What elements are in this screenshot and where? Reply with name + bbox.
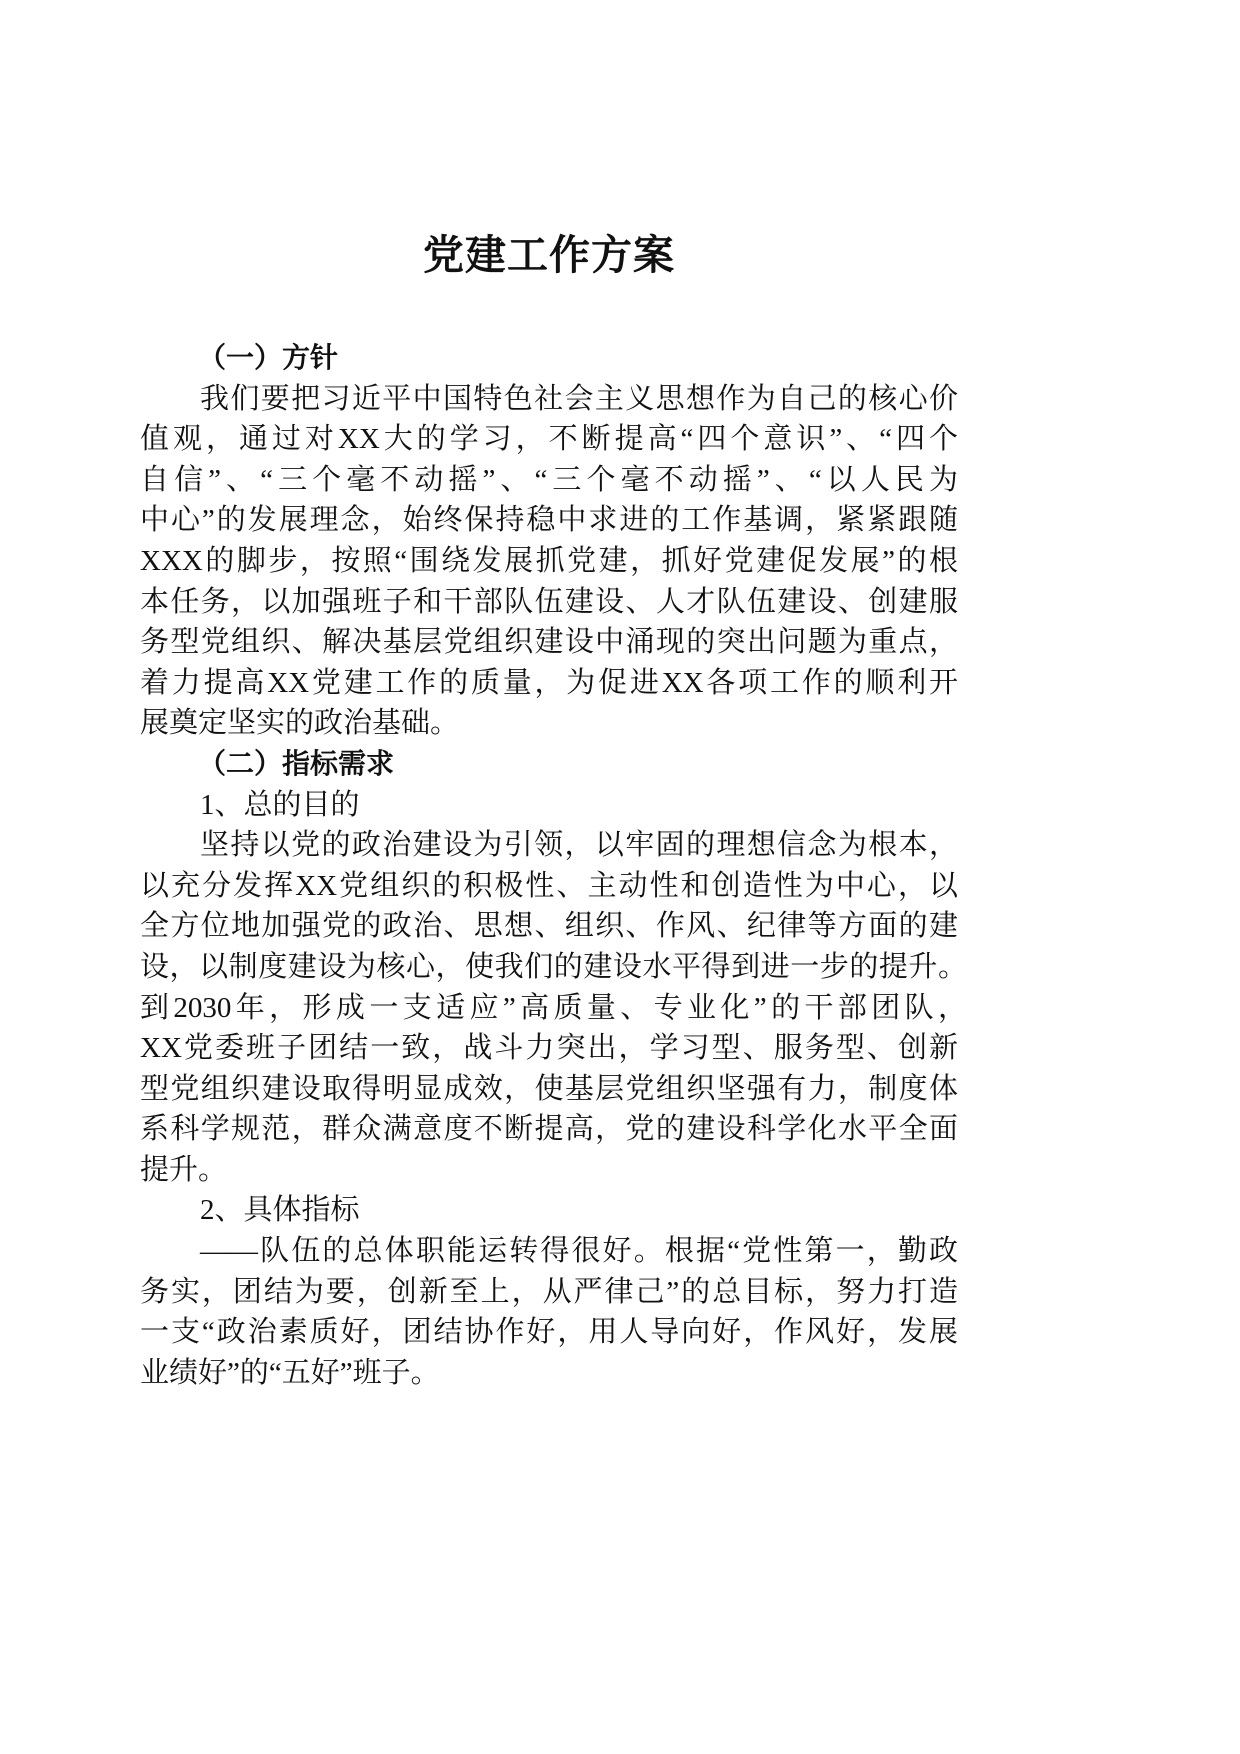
paragraph-line: 我们要把习近平中国特色社会主义思想作为自己的核心价 [200,382,958,415]
section-heading-guideline: （一）方针 [198,341,339,374]
paragraph-specific-indicators [140,1231,958,1393]
paragraph-line: 中心”的发展理念，始终保持稳中求进的工作基调，紧紧跟随 [140,504,958,537]
paragraph-line: XXX的脚步，按照“围绕发展抓党建，抓好党建促发展”的根 [140,544,958,577]
paragraph-line: 业绩好”的“五好”班子。 [140,1356,440,1389]
paragraph-line: 务实，团结为要，创新至上，从严律己”的总目标，努力打造 [140,1275,958,1308]
paragraph-line: 提升。 [140,1153,228,1186]
paragraph-line: 坚持以党的政治建设为引领，以牢固的理想信念为根本， [200,829,958,862]
paragraph-line: 着力提高XX党建工作的质量，为促进XX各项工作的顺利开 [140,666,958,699]
paragraph-line: 型党组织建设取得明显成效，使基层党组织坚强有力，制度体 [140,1072,958,1105]
paragraph-line: ——队伍的总体职能运转得很好。根据“党性第一，勤政 [200,1235,958,1268]
paragraph-line: 一支“政治素质好，团结协作好，用人导向好，作风好，发展 [140,1316,958,1349]
subheading-specific-indicators: 2、具体指标 [200,1194,360,1227]
paragraph-line: 值观，通过对XX大的学习，不断提高“四个意识”、“四个 [140,423,958,456]
paragraph-line: XX党委班子团结一致，战斗力突出，学习型、服务型、创新 [140,1032,958,1065]
section-heading-requirements: （二）指标需求 [198,746,395,780]
paragraph-line: 自信”、“三个毫不动摇”、“三个毫不动摇”、“以人民为 [140,463,958,496]
paragraph-line: 务型党组织、解决基层党组织建设中涌现的突出问题为重点， [140,626,958,659]
paragraph-line: 全方位地加强党的政治、思想、组织、作风、纪律等方面的建 [140,910,958,943]
paragraph-line: 系科学规范，群众满意度不断提高，党的建设科学化水平全面 [140,1113,958,1146]
document-body [140,338,967,1393]
paragraph-line: 展奠定坚实的政治基础。 [140,707,460,740]
paragraph-line: 到2030年，形成一支适应”高质量、专业化”的干部团队， [140,991,967,1024]
paragraph-line: 以充分发挥XX党组织的积极性、主动性和创造性为中心，以 [140,869,958,902]
document-title: 党建工作方案 [423,232,675,278]
paragraph-overall-goal [140,825,967,1190]
paragraph-line: 设，以制度建设为核心，使我们的建设水平得到进一步的提升。 [140,950,967,983]
subheading-overall-goal: 1、总的目的 [200,788,360,821]
paragraph-line: 本任务，以加强班子和干部队伍建设、人才队伍建设、创建服 [140,585,958,618]
paragraph-guideline [140,379,958,744]
